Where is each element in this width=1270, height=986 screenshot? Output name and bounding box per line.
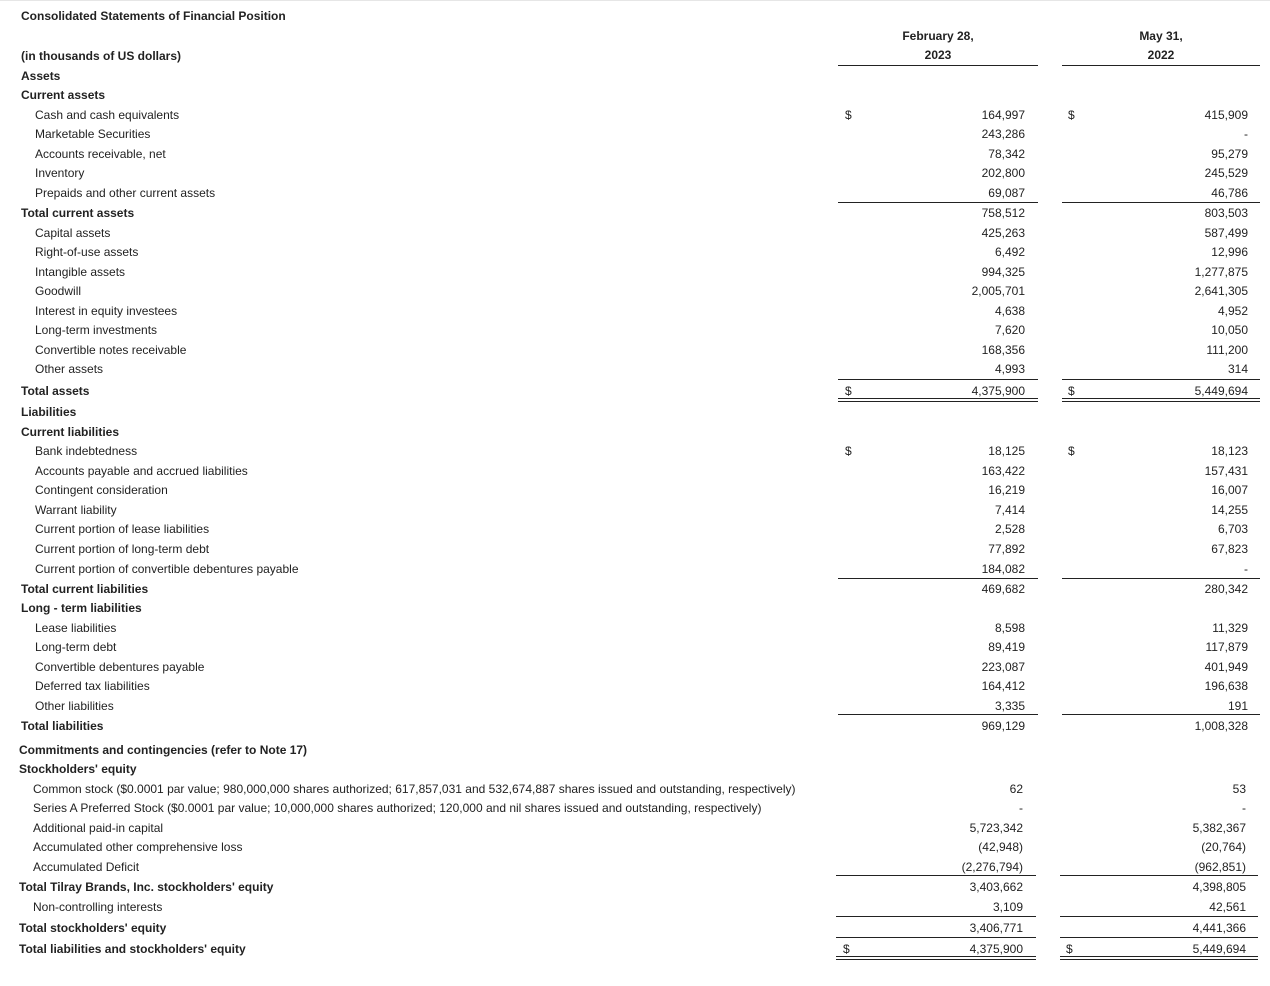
value-may-2022-warrant-liability: 14,255 xyxy=(1211,503,1248,517)
row-label-intangible-assets: Intangible assets xyxy=(35,265,126,279)
row-label-right-of-use-assets: Right-of-use assets xyxy=(35,245,139,259)
column-header-month: May 31, xyxy=(1139,29,1183,43)
value-feb-2023-total-stockholders-equity: 3,406,771 xyxy=(969,921,1023,935)
row-label-total-liabilities: Total liabilities xyxy=(21,719,104,733)
subtotal-rule xyxy=(1060,875,1258,876)
value-may-2022-accumulated-deficit: (962,851) xyxy=(1194,860,1246,874)
row-label-total-current-liabilities: Total current liabilities xyxy=(21,582,149,596)
value-feb-2023-warrant-liability: 7,414 xyxy=(994,503,1025,517)
subtotal-rule xyxy=(836,916,1036,917)
value-may-2022-current-portion-of-long-term-debt: 67,823 xyxy=(1211,542,1248,556)
row-label-other-liabilities: Other liabilities xyxy=(35,699,114,713)
value-may-2022-accounts-payable-and-accrued-liabilities: 157,431 xyxy=(1204,464,1248,478)
double-underline xyxy=(1060,959,1258,960)
row-label-accounts-payable-and-accrued-liabilities: Accounts payable and accrued liabilities xyxy=(35,464,248,478)
double-underline xyxy=(1062,401,1260,402)
row-label-common-stock-0-0001-par-value-980-000-000-shares-authorized-617-857-031-and-532-674-887-shares-issued-and-outstanding-respectively: Common stock ($0.0001 par value; 980,000,000 shares authorized; 617,857,031 and 532,674,887 shares issued and outstanding, respectively) xyxy=(33,782,796,796)
value-may-2022-long-term-debt: 117,879 xyxy=(1205,640,1248,654)
dollar-sign: $ xyxy=(1068,108,1075,122)
column-header-underline xyxy=(838,65,1038,66)
dollar-sign: $ xyxy=(1068,444,1075,458)
row-label-liabilities: Liabilities xyxy=(21,405,77,419)
value-feb-2023-additional-paid-in-capital: 5,723,342 xyxy=(969,821,1023,835)
total-rule xyxy=(1062,379,1260,380)
row-label-total-assets: Total assets xyxy=(21,384,90,398)
row-label-inventory: Inventory xyxy=(35,166,85,180)
row-label-total-current-assets: Total current assets xyxy=(21,206,135,220)
value-feb-2023-lease-liabilities: 8,598 xyxy=(994,621,1025,635)
value-may-2022-contingent-consideration: 16,007 xyxy=(1211,483,1248,497)
value-may-2022-bank-indebtedness: 18,123 xyxy=(1211,444,1248,458)
value-may-2022-total-stockholders-equity: 4,441,366 xyxy=(1192,921,1246,935)
value-may-2022-total-tilray-brands-inc-stockholders-equity: 4,398,805 xyxy=(1192,880,1246,894)
row-label-current-liabilities: Current liabilities xyxy=(21,425,120,439)
value-may-2022-deferred-tax-liabilities: 196,638 xyxy=(1204,679,1248,693)
row-label-other-assets: Other assets xyxy=(35,362,104,376)
value-feb-2023-current-portion-of-convertible-debentures-payable: 184,082 xyxy=(981,562,1025,576)
row-label-series-a-preferred-stock-0-0001-par-value-10-000-000-shares-authorized-120-000-and-nil-shares-issued-and-outstanding-respectively: Series A Preferred Stock ($0.0001 par value; 10,000,000 shares authorized; 120,000 and nil shares issued and outstanding, respectively) xyxy=(33,801,762,815)
column-header-year: 2022 xyxy=(1147,48,1175,62)
dollar-sign: $ xyxy=(843,942,850,956)
value-may-2022-common-stock-0-0001-par-value-980-000-000-shares-authorized-617-857-031-and-532-674-887-shares-issued-and-outstanding-respectively: 53 xyxy=(1232,782,1246,796)
value-may-2022-additional-paid-in-capital: 5,382,367 xyxy=(1192,821,1246,835)
row-label-goodwill: Goodwill xyxy=(35,284,82,298)
value-may-2022-convertible-notes-receivable: 111,200 xyxy=(1206,343,1248,357)
value-feb-2023-prepaids-and-other-current-assets: 69,087 xyxy=(988,186,1025,200)
value-feb-2023-accumulated-deficit: (2,276,794) xyxy=(961,860,1023,874)
value-feb-2023-marketable-securities: 243,286 xyxy=(981,127,1025,141)
subtotal-rule xyxy=(838,202,1038,203)
value-feb-2023-convertible-notes-receivable: 168,356 xyxy=(981,343,1025,357)
value-feb-2023-contingent-consideration: 16,219 xyxy=(988,483,1025,497)
subtotal-rule xyxy=(1062,202,1260,203)
value-may-2022-non-controlling-interests: 42,561 xyxy=(1209,900,1246,914)
row-label-total-liabilities-and-stockholders-equity: Total liabilities and stockholders' equity xyxy=(19,942,246,956)
value-feb-2023-total-tilray-brands-inc-stockholders-equity: 3,403,662 xyxy=(969,880,1023,894)
row-label-long-term-investments: Long-term investments xyxy=(35,323,158,337)
row-label-warrant-liability: Warrant liability xyxy=(35,503,117,517)
row-label-marketable-securities: Marketable Securities xyxy=(35,127,151,141)
value-may-2022-goodwill: 2,641,305 xyxy=(1194,284,1248,298)
column-header-year: 2023 xyxy=(924,48,952,62)
subtotal-rule xyxy=(1062,578,1260,579)
value-feb-2023-intangible-assets: 994,325 xyxy=(981,265,1025,279)
value-may-2022-other-liabilities: 191 xyxy=(1227,699,1248,713)
value-feb-2023-goodwill: 2,005,701 xyxy=(971,284,1025,298)
dollar-sign: $ xyxy=(845,444,852,458)
value-feb-2023-cash-and-cash-equivalents: 164,997 xyxy=(981,108,1025,122)
value-may-2022-total-liabilities: 1,008,328 xyxy=(1194,719,1248,733)
value-feb-2023-current-portion-of-long-term-debt: 77,892 xyxy=(988,542,1025,556)
value-may-2022-prepaids-and-other-current-assets: 46,786 xyxy=(1211,186,1248,200)
value-feb-2023-accounts-payable-and-accrued-liabilities: 163,422 xyxy=(981,464,1025,478)
value-feb-2023-accounts-receivable-net: 78,342 xyxy=(988,147,1025,161)
value-feb-2023-non-controlling-interests: 3,109 xyxy=(992,900,1023,914)
value-may-2022-current-portion-of-convertible-debentures-payable: - xyxy=(1244,562,1248,576)
value-feb-2023-convertible-debentures-payable: 223,087 xyxy=(981,660,1025,674)
double-underline xyxy=(1062,398,1260,399)
row-label-convertible-debentures-payable: Convertible debentures payable xyxy=(35,660,205,674)
value-feb-2023-series-a-preferred-stock-0-0001-par-value-10-000-000-shares-authorized-120-000-and-nil-shares-issued-and-outstanding-respectively: - xyxy=(1019,801,1023,815)
subtotal-rule xyxy=(1062,714,1260,715)
value-feb-2023-other-assets: 4,993 xyxy=(994,362,1025,376)
value-may-2022-long-term-investments: 10,050 xyxy=(1211,323,1248,337)
value-feb-2023-accumulated-other-comprehensive-loss: (42,948) xyxy=(978,840,1023,854)
value-may-2022-other-assets: 314 xyxy=(1227,362,1248,376)
value-feb-2023-other-liabilities: 3,335 xyxy=(994,699,1025,713)
total-rule xyxy=(1060,937,1258,938)
value-feb-2023-total-current-liabilities: 469,682 xyxy=(981,582,1025,596)
value-may-2022-total-liabilities-and-stockholders-equity: 5,449,694 xyxy=(1192,942,1246,956)
row-label-additional-paid-in-capital: Additional paid-in capital xyxy=(33,821,164,835)
row-label-long-term-liabilities: Long - term liabilities xyxy=(21,601,142,615)
value-may-2022-lease-liabilities: 11,329 xyxy=(1212,621,1248,635)
value-may-2022-right-of-use-assets: 12,996 xyxy=(1211,245,1248,259)
row-label-non-controlling-interests: Non-controlling interests xyxy=(33,900,163,914)
row-label-current-assets: Current assets xyxy=(21,88,106,102)
value-feb-2023-current-portion-of-lease-liabilities: 2,528 xyxy=(994,522,1025,536)
row-label-assets: Assets xyxy=(21,69,61,83)
value-may-2022-total-current-assets: 803,503 xyxy=(1204,206,1248,220)
column-header-month: February 28, xyxy=(902,29,974,43)
row-label-accounts-receivable-net: Accounts receivable, net xyxy=(35,147,166,161)
value-may-2022-series-a-preferred-stock-0-0001-par-value-10-000-000-shares-authorized-120-000-and-nil-shares-issued-and-outstanding-respectively: - xyxy=(1242,801,1246,815)
value-feb-2023-capital-assets: 425,263 xyxy=(981,226,1025,240)
value-may-2022-intangible-assets: 1,277,875 xyxy=(1194,265,1248,279)
row-label-total-stockholders-equity: Total stockholders' equity xyxy=(19,921,167,935)
double-underline xyxy=(1060,956,1258,957)
value-may-2022-total-current-liabilities: 280,342 xyxy=(1204,582,1248,596)
value-feb-2023-long-term-debt: 89,419 xyxy=(988,640,1025,654)
value-feb-2023-total-assets: 4,375,900 xyxy=(971,384,1025,398)
dollar-sign: $ xyxy=(1066,942,1073,956)
dollar-sign: $ xyxy=(845,108,852,122)
row-label-current-portion-of-long-term-debt: Current portion of long-term debt xyxy=(35,542,210,556)
row-label-current-portion-of-lease-liabilities: Current portion of lease liabilities xyxy=(35,522,210,536)
subtotal-rule xyxy=(838,578,1038,579)
subtotal-rule xyxy=(1060,916,1258,917)
value-may-2022-convertible-debentures-payable: 401,949 xyxy=(1204,660,1248,674)
row-label-deferred-tax-liabilities: Deferred tax liabilities xyxy=(35,679,150,693)
value-may-2022-total-assets: 5,449,694 xyxy=(1194,384,1248,398)
value-feb-2023-inventory: 202,800 xyxy=(981,166,1025,180)
statement-title: Consolidated Statements of Financial Position xyxy=(21,9,286,23)
value-may-2022-interest-in-equity-investees: 4,952 xyxy=(1217,304,1248,318)
row-label-cash-and-cash-equivalents: Cash and cash equivalents xyxy=(35,108,180,122)
value-may-2022-accounts-receivable-net: 95,279 xyxy=(1211,147,1248,161)
value-feb-2023-right-of-use-assets: 6,492 xyxy=(994,245,1025,259)
value-feb-2023-long-term-investments: 7,620 xyxy=(994,323,1025,337)
value-may-2022-cash-and-cash-equivalents: 415,909 xyxy=(1204,108,1248,122)
total-rule xyxy=(838,379,1038,380)
row-label-long-term-debt: Long-term debt xyxy=(35,640,117,654)
value-may-2022-marketable-securities: - xyxy=(1244,127,1248,141)
double-underline xyxy=(838,401,1038,402)
value-may-2022-capital-assets: 587,499 xyxy=(1204,226,1248,240)
value-may-2022-current-portion-of-lease-liabilities: 6,703 xyxy=(1217,522,1248,536)
row-label-total-tilray-brands-inc-stockholders-equity: Total Tilray Brands, Inc. stockholders' equity xyxy=(19,880,274,894)
row-label-accumulated-other-comprehensive-loss: Accumulated other comprehensive loss xyxy=(33,840,243,854)
double-underline xyxy=(838,398,1038,399)
row-label-contingent-consideration: Contingent consideration xyxy=(35,483,168,497)
dollar-sign: $ xyxy=(1068,384,1075,398)
dollar-sign: $ xyxy=(845,384,852,398)
top-border xyxy=(0,0,1270,1)
value-feb-2023-total-liabilities-and-stockholders-equity: 4,375,900 xyxy=(969,942,1023,956)
row-label-commitments-and-contingencies-refer-to-note-17: Commitments and contingencies (refer to Note 17) xyxy=(19,743,308,757)
row-label-stockholders-equity: Stockholders' equity xyxy=(19,762,137,776)
row-label-convertible-notes-receivable: Convertible notes receivable xyxy=(35,343,187,357)
value-feb-2023-deferred-tax-liabilities: 164,412 xyxy=(981,679,1025,693)
row-label-bank-indebtedness: Bank indebtedness xyxy=(35,444,138,458)
units-label: (in thousands of US dollars) xyxy=(21,49,182,63)
subtotal-rule xyxy=(838,714,1038,715)
row-label-current-portion-of-convertible-debentures-payable: Current portion of convertible debentures payable xyxy=(35,562,299,576)
column-header-underline xyxy=(1062,65,1260,66)
row-label-accumulated-deficit: Accumulated Deficit xyxy=(33,860,140,874)
row-label-capital-assets: Capital assets xyxy=(35,226,111,240)
value-feb-2023-total-liabilities: 969,129 xyxy=(981,719,1025,733)
subtotal-rule xyxy=(836,875,1036,876)
value-feb-2023-interest-in-equity-investees: 4,638 xyxy=(994,304,1025,318)
value-feb-2023-bank-indebtedness: 18,125 xyxy=(988,444,1025,458)
value-feb-2023-common-stock-0-0001-par-value-980-000-000-shares-authorized-617-857-031-and-532-674-887-shares-issued-and-outstanding-respectively: 62 xyxy=(1009,782,1023,796)
row-label-lease-liabilities: Lease liabilities xyxy=(35,621,117,635)
value-may-2022-accumulated-other-comprehensive-loss: (20,764) xyxy=(1201,840,1246,854)
double-underline xyxy=(836,959,1036,960)
total-rule xyxy=(836,937,1036,938)
row-label-interest-in-equity-investees: Interest in equity investees xyxy=(35,304,178,318)
value-feb-2023-total-current-assets: 758,512 xyxy=(981,206,1025,220)
double-underline xyxy=(836,956,1036,957)
row-label-prepaids-and-other-current-assets: Prepaids and other current assets xyxy=(35,186,216,200)
value-may-2022-inventory: 245,529 xyxy=(1204,166,1248,180)
